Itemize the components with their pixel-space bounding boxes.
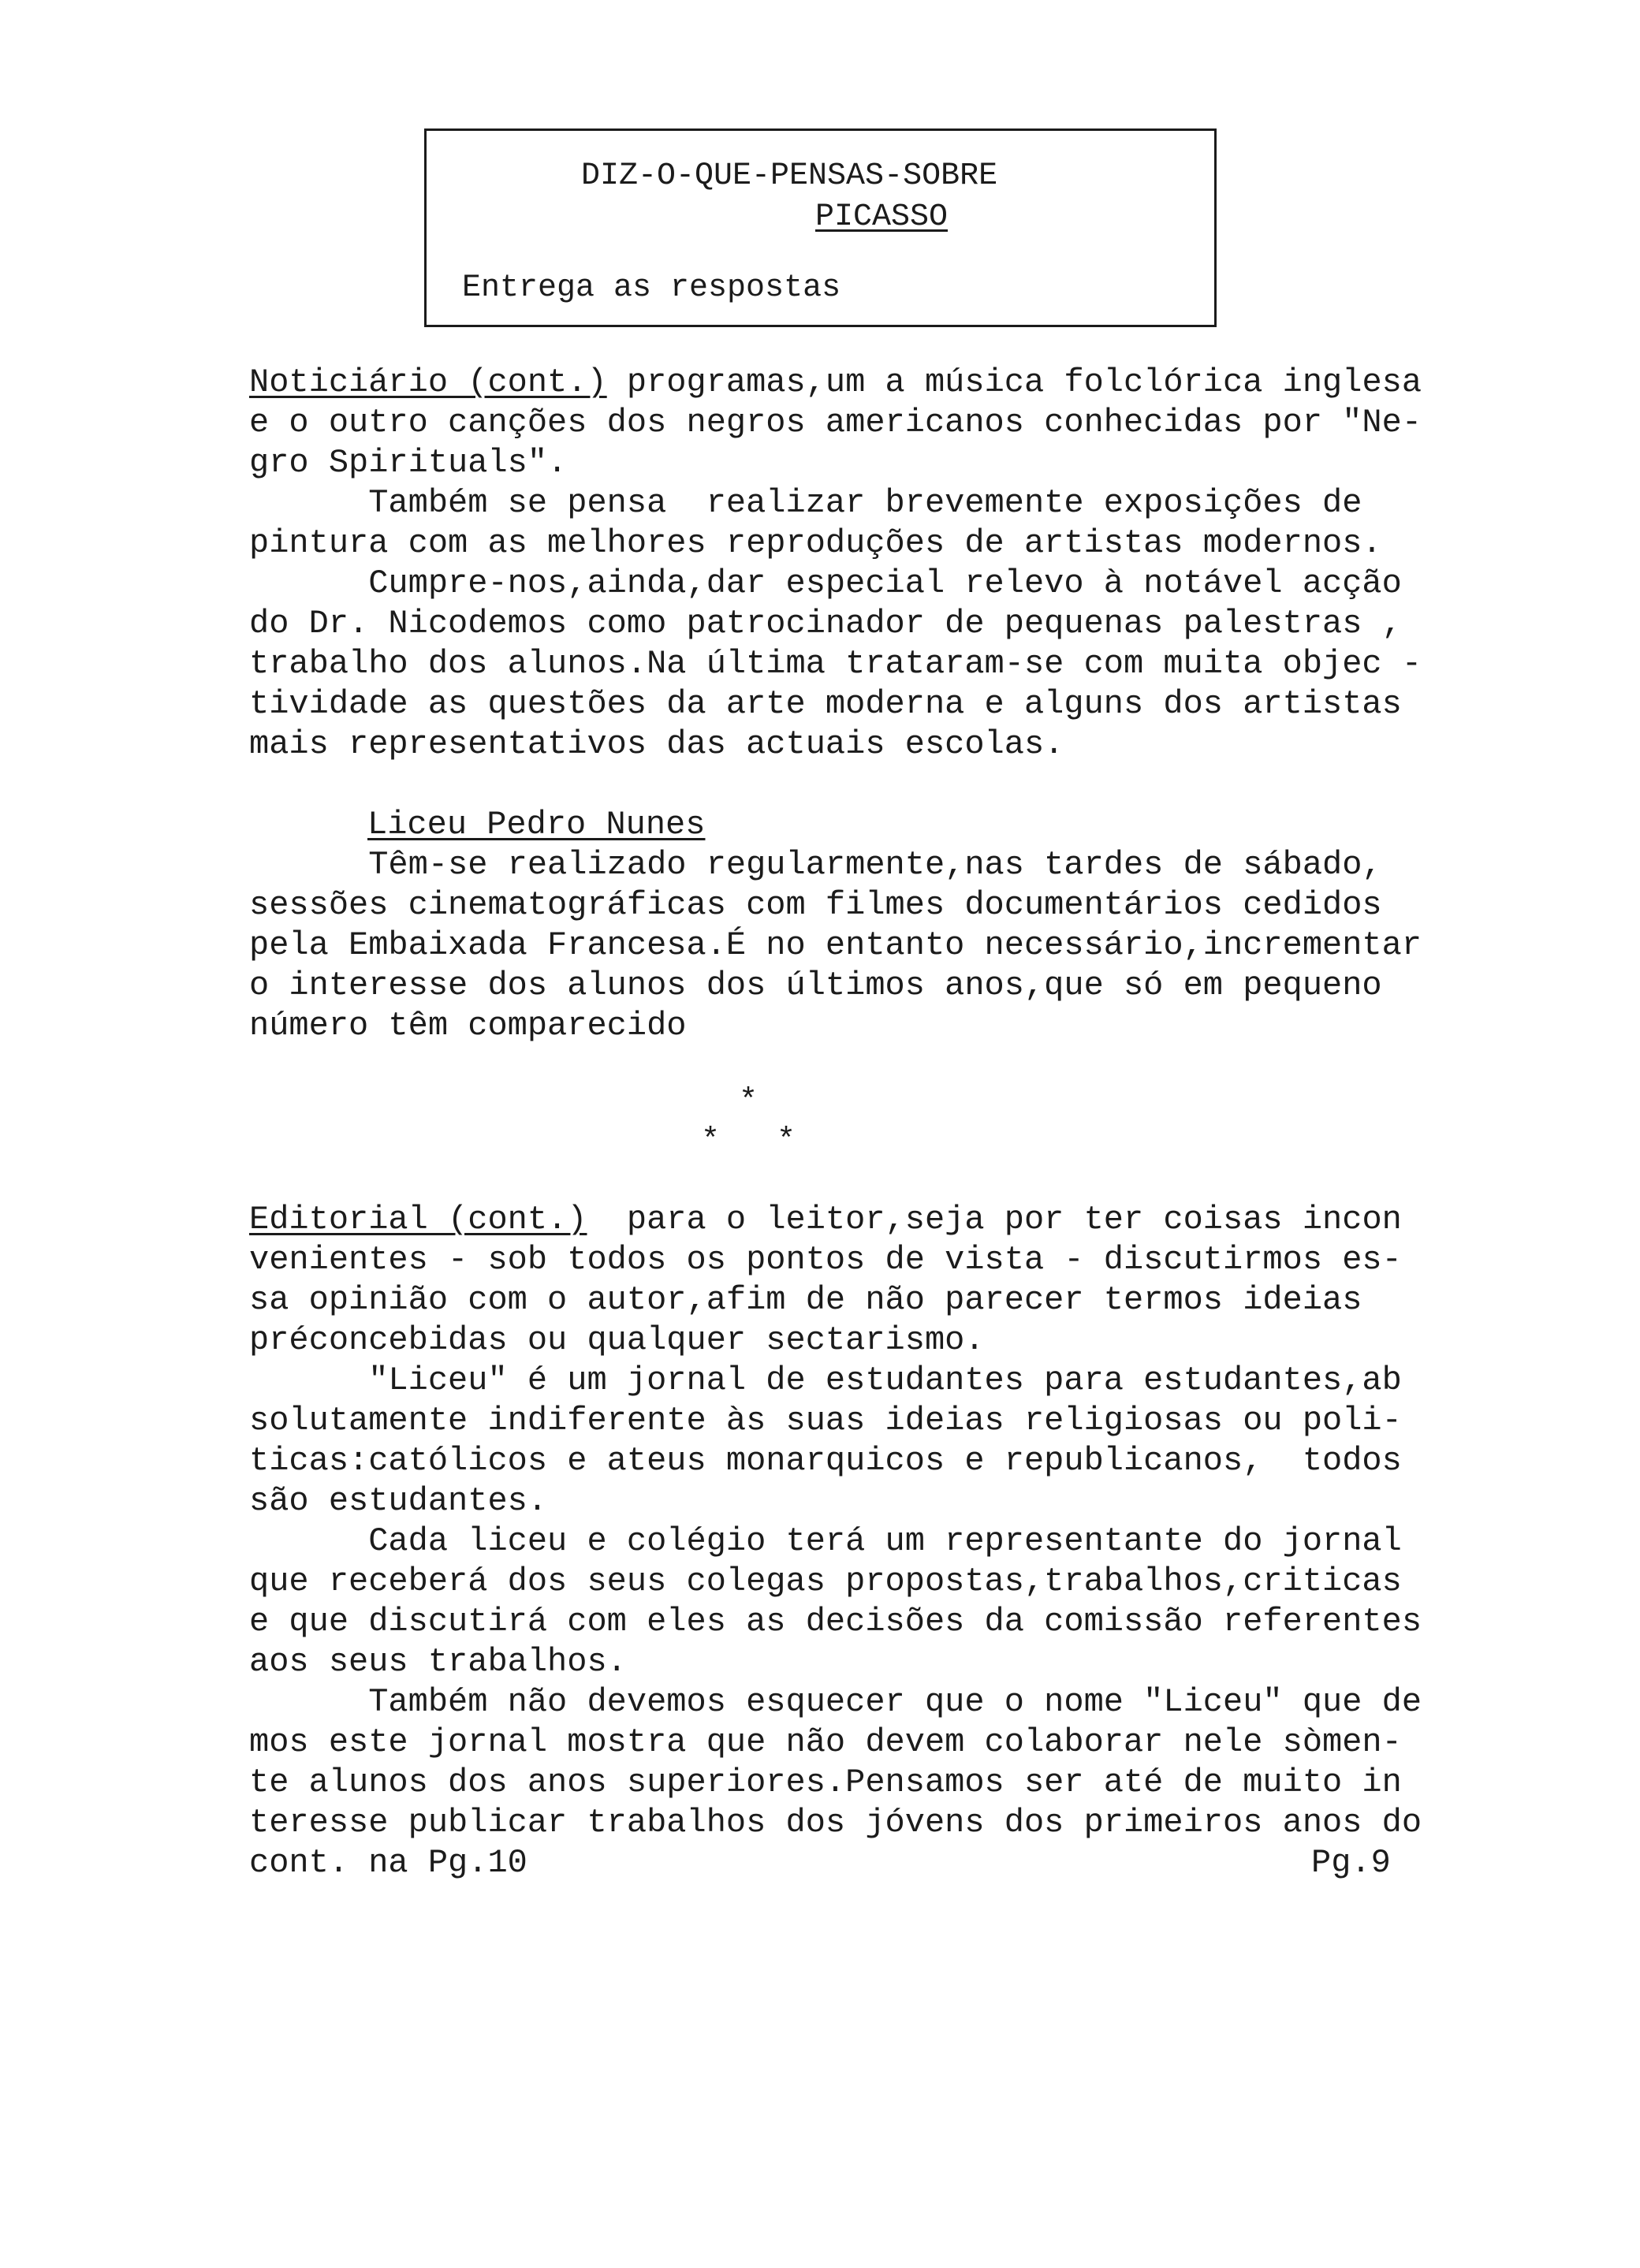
editorial-line-12: aos seus trabalhos.	[249, 1643, 627, 1681]
noticiario-heading: Noticiário (cont.)	[249, 363, 607, 401]
separator-top-star: *	[739, 1084, 758, 1119]
announcement-title: DIZ-O-QUE-PENSAS-SOBRE	[581, 158, 998, 194]
liceu-line-1: Têm-se realizado regularmente,nas tardes de sábado,	[249, 846, 1382, 884]
editorial-line-10: que receberá dos seus colegas propostas,trabalhos,criticas	[249, 1562, 1402, 1600]
announcement-box	[424, 128, 1217, 327]
editorial-line-1-text: para o leitor,seja por ter coisas incon	[587, 1201, 1402, 1238]
noticiario-line-1	[249, 363, 1422, 402]
noticiario-line-9: tividade as questões da arte moderna e alguns dos artistas	[249, 685, 1402, 723]
liceu-heading: Liceu Pedro Nunes	[367, 806, 706, 844]
liceu-line-4: o interesse dos alunos dos últimos anos,que só em pequeno	[249, 966, 1382, 1004]
noticiario-line-10: mais representativos das actuais escolas.	[249, 725, 1064, 763]
editorial-line-8: são estudantes.	[249, 1482, 548, 1520]
page-number: Pg.9	[1311, 1844, 1391, 1882]
editorial-line-13: Também não devemos esquecer que o nome "Liceu" que de	[249, 1683, 1422, 1721]
liceu-line-3: pela Embaixada Francesa.É no entanto necessário,incrementar	[249, 926, 1422, 964]
editorial-line-4: préconcebidas ou qualquer sectarismo.	[249, 1321, 985, 1359]
noticiario-line-8: trabalho dos alunos.Na última trataram-se com muita objec -	[249, 645, 1422, 683]
noticiario-line-1-text: programas,um a música folclórica inglesa	[606, 363, 1422, 401]
noticiario-line-6: Cumpre-nos,ainda,dar especial relevo à notável acção	[249, 564, 1402, 602]
editorial-line-3: sa opinião com o autor,afim de não parecer termos ideias	[249, 1281, 1362, 1319]
editorial-line-6: solutamente indiferente às suas ideias religiosas ou poli-	[249, 1402, 1402, 1439]
editorial-line-16: teresse publicar trabalhos dos jóvens dos primeiros anos do	[249, 1804, 1422, 1842]
editorial-line-14: mos este jornal mostra que não devem colaborar nele sòmen-	[249, 1723, 1402, 1761]
noticiario-line-3: gro Spirituals".	[249, 444, 568, 482]
editorial-heading: Editorial (cont.)	[249, 1201, 587, 1238]
liceu-line-5: número têm comparecido	[249, 1007, 687, 1045]
editorial-line-7: ticas:católicos e ateus monarquicos e republicanos, todos	[249, 1442, 1402, 1480]
editorial-line-2: venientes - sob todos os pontos de vista - discutirmos es-	[249, 1241, 1402, 1279]
editorial-line-5: "Liceu" é um jornal de estudantes para estudantes,ab	[249, 1361, 1402, 1399]
noticiario-line-7: do Dr. Nicodemos como patrocinador de pequenas palestras ,	[249, 605, 1402, 642]
noticiario-line-2: e o outro canções dos negros americanos conhecidas por "Ne-	[249, 404, 1422, 441]
editorial-line-11: e que discutirá com eles as decisões da comissão referentes	[249, 1603, 1422, 1640]
separator-bottom-stars: * *	[701, 1123, 796, 1159]
noticiario-line-4: Também se pensa realizar brevemente exposições de	[249, 484, 1362, 522]
announcement-subject: PICASSO	[815, 199, 949, 235]
announcement-note: Entrega as respostas	[462, 270, 841, 306]
noticiario-line-5: pintura com as melhores reproduções de artistas modernos.	[249, 524, 1382, 562]
liceu-line-2: sessões cinematográficas com filmes documentários cedidos	[249, 886, 1382, 924]
continued-note: cont. na Pg.10	[249, 1844, 527, 1882]
editorial-line-1	[249, 1200, 1402, 1239]
editorial-line-15: te alunos dos anos superiores.Pensamos ser até de muito in	[249, 1763, 1402, 1801]
editorial-line-9: Cada liceu e colégio terá um representante do jornal	[249, 1522, 1402, 1560]
